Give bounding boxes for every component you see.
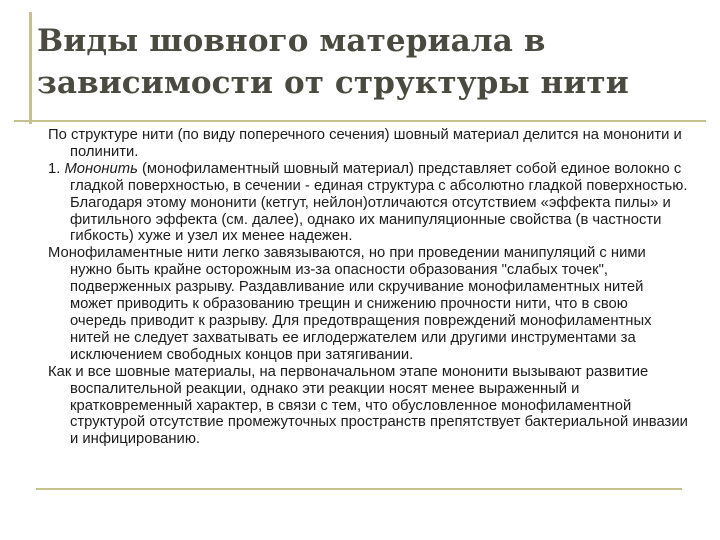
term-mononit: Мононить bbox=[64, 160, 138, 177]
paragraph-handling: Монофиламентные нити легко завязываются, но при проведении манипуляций с ними нужно быть крайне осторожным из-за опасности образования "слабых точек", подверженных разрыву. Раздавливание или скручивание монофиламентных нитей может приводить к образованию трещин и снижению прочности нити, что в свою очередь приводит к разрыву. Для предотвращения повреждений монофиламентных нитей не следует захватывать ее иглодержателем или другими инструментами за исключением свободных концов при затягивании. bbox=[48, 245, 652, 363]
accent-vertical-line bbox=[29, 12, 32, 124]
slide-body bbox=[48, 127, 688, 448]
slide-title: Виды шовного материала в зависимости от структуры нити bbox=[37, 23, 629, 101]
paragraph-reaction: Как и все шовные материалы, на первоначальном этапе мононити вызывают развитие воспалительной реакции, однако эти реакции носят менее выраженный и кратковременный характер, в связи с тем, что обусловленное монофиламентной структурой отсутствие промежуточных пространств препятствует бактериальной инвазии и инфицированию. bbox=[48, 363, 688, 448]
paragraph-number: 1. bbox=[48, 160, 65, 177]
accent-bottom-line bbox=[36, 488, 682, 490]
accent-horizontal-line bbox=[14, 120, 706, 122]
paragraph-mononit bbox=[48, 161, 688, 246]
paragraph-mononit-text: (монофиламентный шовный материал) представляет собой единое волокно с гладкой поверхностью, в сечении - единая структура с абсолютно гладкой поверхностью. Благодаря этому мононити (кетгут, нейлон)отличаются отсутствием «эффекта пилы» и фитильного эффекта (см. далее), однако их манипуляционные свойства (в частности гибкость) хуже и узел их менее надежен. bbox=[70, 160, 688, 245]
paragraph-intro: По структуре нити (по виду поперечного сечения) шовный материал делится на мононити и полинити. bbox=[48, 127, 682, 160]
